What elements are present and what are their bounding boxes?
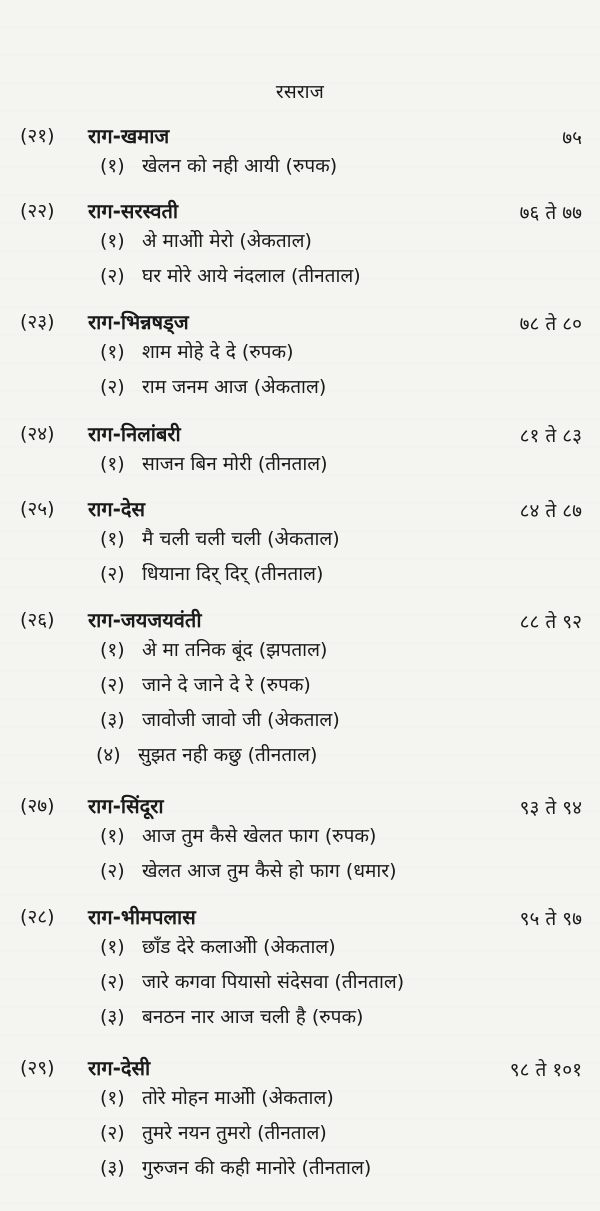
raga-row bbox=[0, 495, 600, 525]
song-number: (२) bbox=[100, 376, 125, 398]
raga-section bbox=[0, 122, 600, 187]
raga-number: (२२) bbox=[20, 200, 55, 222]
song-item bbox=[0, 262, 600, 297]
song-number: (३) bbox=[100, 1006, 125, 1028]
raga-name: राग-जयजयवंती bbox=[88, 608, 202, 632]
song-item bbox=[0, 671, 600, 706]
raga-name: राग-सरस्वती bbox=[88, 199, 179, 223]
song-number: (२) bbox=[100, 265, 125, 287]
song-number: (३) bbox=[100, 709, 125, 731]
song-number: (२) bbox=[100, 674, 125, 696]
song-number: (१) bbox=[100, 230, 125, 252]
raga-section bbox=[0, 420, 600, 485]
song-number: (१) bbox=[100, 341, 125, 363]
song-title: शाम मोहे दे दे (रुपक) bbox=[142, 341, 294, 363]
raga-page-range: ८८ ते ९२ bbox=[519, 611, 582, 633]
song-title: जारे कगवा पियासो संदेसवा (तीनताल) bbox=[142, 971, 405, 993]
song-item bbox=[0, 450, 600, 485]
raga-name: राग-निलांबरी bbox=[88, 422, 181, 446]
raga-name: राग-भिन्नषड्ज bbox=[88, 310, 189, 334]
raga-name: राग-देसी bbox=[88, 1056, 151, 1080]
raga-row bbox=[0, 122, 600, 152]
song-title: छाँड देरे कलाओी (अेकताल) bbox=[142, 936, 336, 958]
song-item bbox=[0, 560, 600, 595]
song-title: साजन बिन मोरी (तीनताल) bbox=[142, 453, 328, 475]
song-item bbox=[0, 227, 600, 262]
song-title: सुझत नही कछु (तीनताल) bbox=[138, 744, 318, 766]
raga-name: राग-देस bbox=[88, 497, 146, 521]
song-item bbox=[0, 706, 600, 741]
song-item bbox=[0, 933, 600, 968]
song-number: (१) bbox=[100, 528, 125, 550]
song-number: (१) bbox=[100, 639, 125, 661]
song-title: अे माओी मेरो (अेकताल) bbox=[142, 230, 312, 252]
song-item bbox=[0, 857, 600, 892]
song-number: (१) bbox=[100, 936, 125, 958]
raga-page-range: ८४ ते ८७ bbox=[519, 500, 582, 522]
raga-section bbox=[0, 1054, 600, 1189]
song-number: (१) bbox=[100, 825, 125, 847]
song-title: जावोजी जावो जी (अेकताल) bbox=[142, 709, 340, 731]
song-number: (२) bbox=[100, 971, 125, 993]
song-title: मै चली चली चली (अेकताल) bbox=[142, 528, 340, 550]
raga-row bbox=[0, 606, 600, 636]
raga-row bbox=[0, 420, 600, 450]
raga-number: (२७) bbox=[20, 795, 55, 817]
song-title: तुमरे नयन तुमरो (तीनताल) bbox=[142, 1122, 327, 1144]
raga-page-range: ९३ ते ९४ bbox=[519, 797, 582, 819]
raga-page-range: ७६ ते ७७ bbox=[519, 202, 582, 224]
song-item bbox=[0, 1154, 600, 1189]
song-item bbox=[0, 373, 600, 408]
song-title: गुरुजन की कही मानोरे (तीनताल) bbox=[142, 1157, 372, 1179]
song-item bbox=[0, 1119, 600, 1154]
raga-number: (२१) bbox=[20, 125, 55, 147]
raga-row bbox=[0, 903, 600, 933]
song-title: तोरे मोहन माओी (अेकताल) bbox=[142, 1087, 334, 1109]
song-title: खेलत आज तुम कैसे हो फाग (धमार) bbox=[142, 860, 397, 882]
song-title: खेलन को नही आयी (रुपक) bbox=[142, 155, 338, 177]
song-item bbox=[0, 152, 600, 187]
raga-number: (२३) bbox=[20, 311, 55, 333]
song-title: जाने दे जाने दे रे (रुपक) bbox=[142, 674, 311, 696]
song-title: बनठन नार आज चली है (रुपक) bbox=[142, 1006, 364, 1028]
raga-number: (२५) bbox=[20, 498, 55, 520]
raga-number: (२४) bbox=[20, 423, 55, 445]
song-title: राम जनम आज (अेकताल) bbox=[142, 376, 327, 398]
song-item bbox=[0, 1084, 600, 1119]
raga-row bbox=[0, 308, 600, 338]
song-title: घर मोरे आये नंदलाल (तीनताल) bbox=[142, 265, 361, 287]
song-number: (२) bbox=[100, 1122, 125, 1144]
song-item bbox=[0, 1003, 600, 1038]
song-item bbox=[0, 636, 600, 671]
raga-section bbox=[0, 606, 600, 776]
raga-page-range: ७८ ते ८० bbox=[519, 313, 582, 335]
raga-number: (२८) bbox=[20, 906, 55, 928]
song-number: (४) bbox=[96, 744, 121, 766]
song-item bbox=[0, 338, 600, 373]
raga-number: (२६) bbox=[20, 609, 55, 631]
song-title: धियाना दिर् दिर् (तीनताल) bbox=[142, 563, 324, 585]
song-title: आज तुम कैसे खेलत फाग (रुपक) bbox=[142, 825, 377, 847]
raga-page-range: ८१ ते ८३ bbox=[519, 425, 582, 447]
song-item bbox=[0, 741, 600, 776]
raga-row bbox=[0, 792, 600, 822]
song-item bbox=[0, 822, 600, 857]
song-number: (२) bbox=[100, 563, 125, 585]
song-number: (१) bbox=[100, 453, 125, 475]
raga-row bbox=[0, 197, 600, 227]
raga-name: राग-भीमपलास bbox=[88, 905, 196, 929]
raga-page-range: ९५ ते ९७ bbox=[519, 908, 582, 930]
song-number: (३) bbox=[100, 1157, 125, 1179]
page-header: रसराज bbox=[275, 81, 325, 103]
raga-name: राग-खमाज bbox=[88, 124, 170, 148]
song-item bbox=[0, 968, 600, 1003]
raga-section bbox=[0, 197, 600, 297]
raga-section bbox=[0, 308, 600, 408]
song-item bbox=[0, 525, 600, 560]
song-title: अे मा तनिक बूंद (झपताल) bbox=[142, 639, 328, 661]
raga-page-range: ९८ ते १०१ bbox=[509, 1059, 582, 1081]
raga-page-range: ७५ bbox=[562, 127, 582, 149]
song-number: (१) bbox=[100, 155, 125, 177]
raga-section bbox=[0, 903, 600, 1038]
raga-section bbox=[0, 495, 600, 595]
song-number: (२) bbox=[100, 860, 125, 882]
raga-section bbox=[0, 792, 600, 892]
song-number: (१) bbox=[100, 1087, 125, 1109]
raga-name: राग-सिंदूरा bbox=[88, 794, 164, 818]
raga-number: (२९) bbox=[20, 1057, 55, 1079]
raga-row bbox=[0, 1054, 600, 1084]
